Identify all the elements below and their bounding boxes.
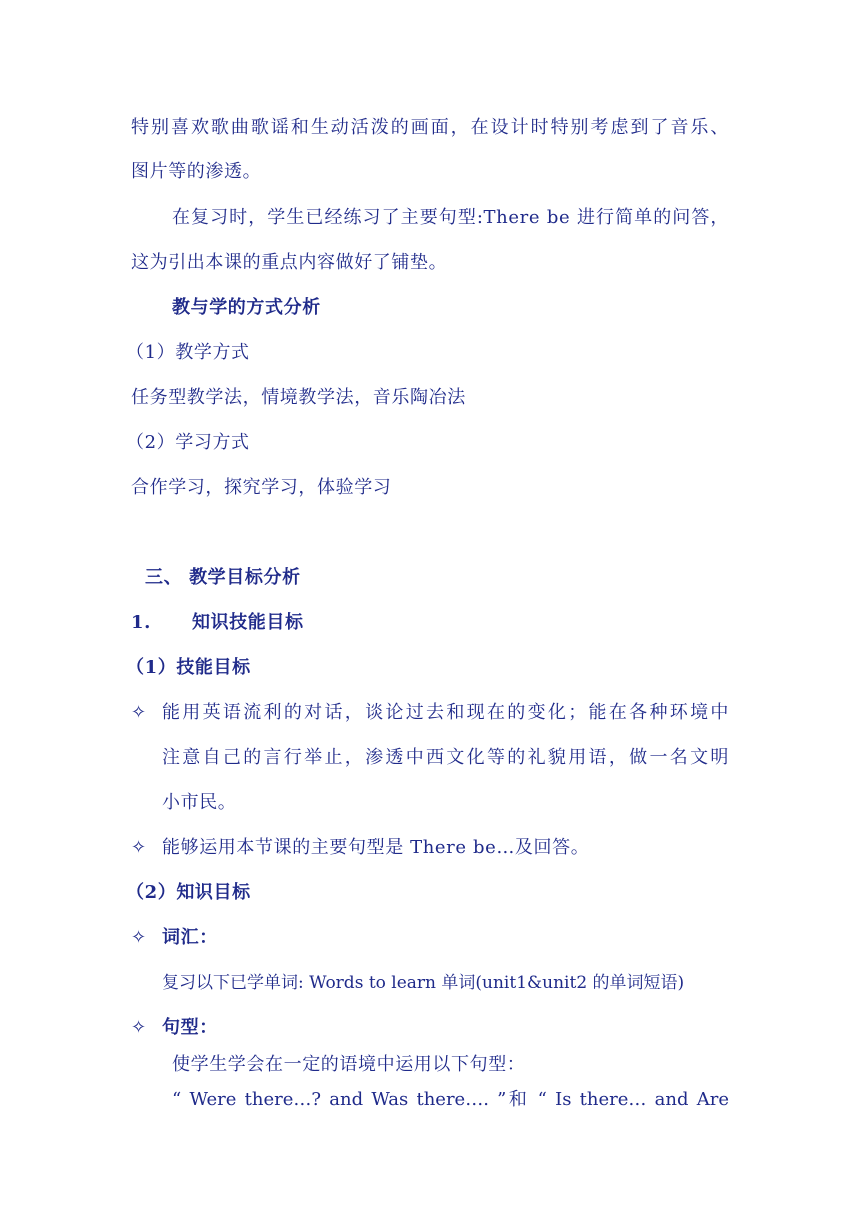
paragraph-line: 使学生学会在一定的语境中运用以下句型： [172, 1054, 526, 1075]
list-number: 1. [131, 612, 151, 633]
section-heading: 教与学的方式分析 [172, 297, 321, 318]
paragraph-line: 复习以下已学单词: Words to learn 单词(unit1&unit2 的单词短语) [162, 973, 685, 993]
subheading: （1）教学方式 [126, 342, 250, 363]
subheading: （2）知识目标 [126, 882, 251, 903]
paragraph-line: 图片等的渗透。 [131, 161, 262, 182]
paragraph-line: 任务型教学法，情境教学法，音乐陶冶法 [131, 387, 466, 408]
list-item-label: 词汇： [162, 927, 218, 948]
paragraph-line: 这为引出本课的重点内容做好了铺垫。 [131, 252, 448, 273]
subheading: （2）学习方式 [126, 432, 250, 453]
section-heading: 三、 教学目标分析 [145, 567, 301, 588]
subheading: （1）技能目标 [126, 657, 251, 678]
list-item-label: 句型： [162, 1017, 218, 1038]
paragraph-line: “ Were there…? and Was there…. ”和 “ Is there… and Are [172, 1089, 729, 1110]
list-item-text: 能用英语流利的对话，谈论过去和现在的变化；能在各种环境中 [162, 702, 729, 723]
paragraph-line: 在复习时，学生已经练习了主要句型:There be 进行简单的问答， [172, 207, 729, 228]
list-item-text: 能够运用本节课的主要句型是 There be…及回答。 [162, 837, 590, 858]
bullet-icon: ✧ [131, 927, 147, 948]
bullet-icon: ✧ [131, 702, 147, 723]
bullet-icon: ✧ [131, 1017, 147, 1038]
section-heading: 知识技能目标 [192, 612, 304, 633]
list-item-text: 注意自己的言行举止，渗透中西文化等的礼貌用语，做一名文明 [162, 747, 729, 768]
list-item-text: 小市民。 [162, 792, 237, 813]
bullet-icon: ✧ [131, 837, 147, 858]
paragraph-line: 特别喜欢歌曲歌谣和生动活泼的画面，在设计时特别考虑到了音乐、 [131, 117, 729, 138]
paragraph-line: 合作学习，探究学习，体验学习 [131, 477, 392, 498]
